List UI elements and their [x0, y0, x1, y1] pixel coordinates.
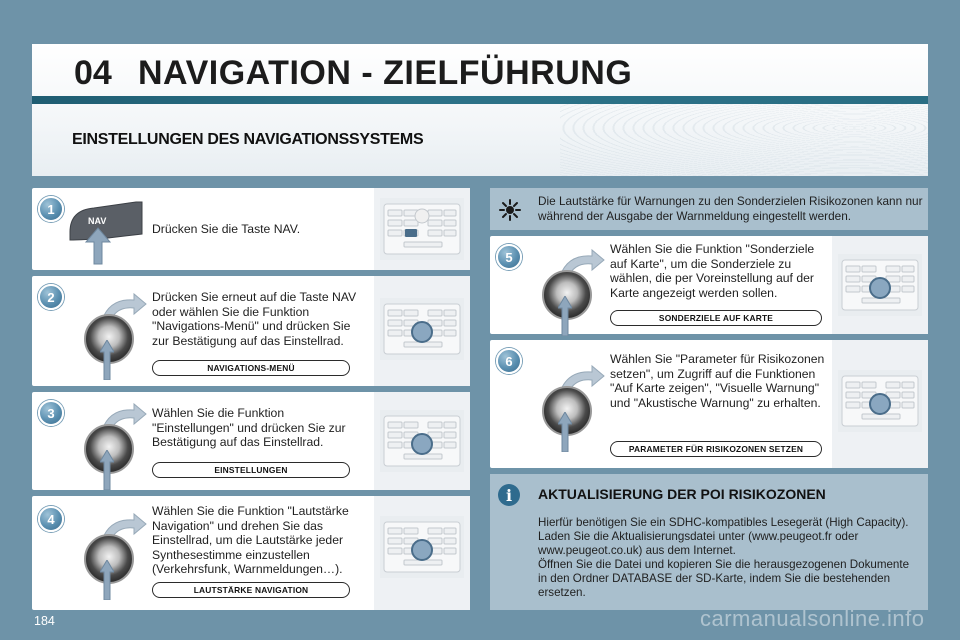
step-badge-3: 3: [38, 400, 64, 426]
step-badge-5: 5: [496, 244, 522, 270]
step-text-2: Drücken Sie erneut auf die Taste NAV oder wählen Sie die Funktion "Navigations-Menü" und drücken Sie zur Bestätigung auf das Einstellrad.: [152, 290, 357, 348]
console-thumbnail-5: [838, 254, 922, 316]
chapter-title: NAVIGATION - ZIELFÜHRUNG: [138, 54, 633, 92]
nav-key-label: NAV: [88, 216, 107, 226]
menu-pill-sonderziele-auf-karte: SONDERZIELE AUF KARTE: [610, 310, 822, 326]
menu-pill-navigations-menu: NAVIGATIONS-MENÜ: [152, 360, 350, 376]
step-badge-4: 4: [38, 506, 64, 532]
header-accent-bar: [32, 96, 928, 104]
nav-key-icon: [68, 198, 146, 266]
info-icon: i: [498, 484, 520, 506]
dial-icon-4: [78, 512, 148, 602]
header-topo-pattern: [560, 96, 928, 176]
console-thumbnail-1: [380, 198, 464, 260]
menu-pill-parameter-risikozonen: PARAMETER FÜR RISIKOZONEN SETZEN: [610, 441, 822, 457]
step-text-3: Wählen Sie die Funktion "Einstellungen" und drücken Sie zur Bestätigung auf das Einstellrad.: [152, 406, 346, 450]
dial-icon-5: [536, 248, 606, 338]
step-text-6: Wählen Sie "Parameter für Risikozonen setzen", um Zugriff auf die Funktionen "Auf Karte zeigen", "Visuelle Warnung" und "Akustische Warnung" zu erhalten.: [610, 352, 825, 410]
step-badge-1: 1: [38, 196, 64, 222]
step-badge-6: 6: [496, 348, 522, 374]
dial-icon-3: [78, 402, 148, 492]
chapter-number: 04: [74, 54, 112, 92]
step-badge-2: 2: [38, 284, 64, 310]
console-thumbnail-2: [380, 298, 464, 360]
step-text-1: Drücken Sie die Taste NAV.: [152, 222, 301, 236]
page-number: 184: [34, 614, 55, 628]
poi-update-title: AKTUALISIERUNG DER POI RISIKOZONEN: [538, 486, 826, 502]
menu-pill-lautstaerke-navigation: LAUTSTÄRKE NAVIGATION: [152, 582, 350, 598]
alert-sun-icon: [498, 198, 522, 222]
watermark: carmanualsonline.info: [700, 606, 925, 631]
step-text-5: Wählen Sie die Funktion "Sonderziele auf Karte", um die Sonderziele zu wählen, die per Voreinstellung auf der Karte angezeigt werden sollen.: [610, 242, 815, 300]
menu-pill-einstellungen: EINSTELLUNGEN: [152, 462, 350, 478]
dial-icon-2: [78, 292, 148, 382]
console-thumbnail-6: [838, 370, 922, 432]
poi-update-text: Hierfür benötigen Sie ein SDHC-kompatibles Lesegerät (High Capacity). Laden Sie die Aktualisierungsdatei unter (www.peugeot.fr oder www.peugeot.co.uk) aus dem Internet. Öffnen Sie die Datei und kopieren Sie die herausgezogenen Dokumente in den Ordner DATABASE der SD-Karte, indem Sie die bestehenden ersetzen.: [538, 516, 910, 599]
console-thumbnail-4: [380, 516, 464, 578]
warning-note-text: Die Lautstärke für Warnungen zu den Sonderzielen Risikozonen kann nur während der Ausgabe der Warnmeldung eingestellt werden.: [538, 194, 923, 223]
section-title: EINSTELLUNGEN DES NAVIGATIONSSYSTEMS: [72, 131, 424, 148]
step-text-4: Wählen Sie die Funktion "Lautstärke Navigation" und drehen Sie das Einstellrad, um die Lautstärke jeder Synthesestimme einzustellen (Verkehrsfunk, Warnmeldungen…).: [152, 504, 349, 577]
console-thumbnail-3: [380, 410, 464, 472]
dial-icon-6: [536, 364, 606, 454]
